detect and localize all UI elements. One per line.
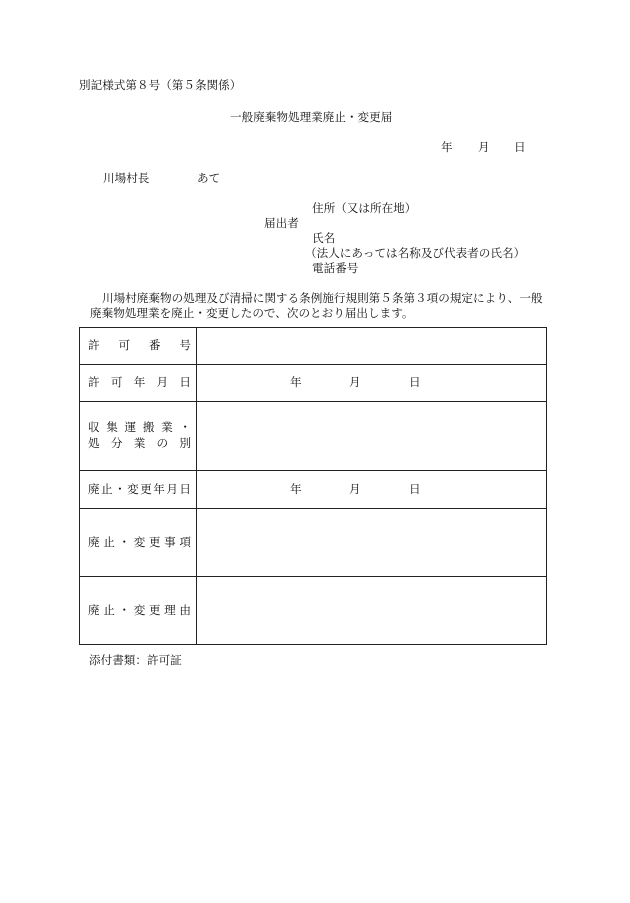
applicant-phone-label: 電話番号: [312, 262, 359, 275]
applicant-label: 届出者: [264, 217, 299, 230]
row-value-cell: [197, 328, 547, 365]
date-fields: [197, 471, 546, 508]
date-month-label: 月: [349, 483, 361, 496]
row-value-cell: [197, 509, 547, 577]
date-day-label: 日: [514, 141, 526, 154]
body-line: 川場村廃棄物の処理及び清掃に関する条例施行規則第５条第３項の規定により、一般: [102, 292, 543, 305]
table-row-change-date: [80, 471, 547, 509]
table-row-permit-number: [80, 328, 547, 365]
date-fields: [197, 365, 546, 401]
row-label: 処分業の別: [88, 437, 191, 450]
row-label: 廃止・変更理由: [88, 603, 191, 617]
applicant-name-note: （法人にあっては名称及び代表者の氏名）: [305, 247, 526, 260]
date-year-label: 年: [290, 483, 302, 496]
date-year-label: 年: [290, 376, 302, 389]
applicant-name-label: 氏名: [312, 232, 336, 245]
form-title: 一般廃棄物処理業廃止・変更届: [230, 111, 393, 124]
row-label: 廃止・変更事項: [88, 535, 191, 549]
row-value-cell: [197, 577, 547, 645]
attachments-note: 添付書類：許可証: [89, 654, 182, 667]
addressee-name: 川場村長: [103, 172, 150, 185]
body-line: 廃棄物処理業を廃止・変更したので、次のとおり届出します。: [90, 307, 414, 320]
row-value-cell: [197, 471, 547, 509]
row-label-cell: [80, 328, 197, 365]
table-row-business-type: [80, 402, 547, 471]
notification-table: [79, 327, 547, 645]
row-label-cell: [80, 471, 197, 509]
table-row-change-items: [80, 509, 547, 577]
form-number: 別記様式第８号（第５条関係）: [79, 79, 242, 92]
date-day-label: 日: [409, 376, 421, 389]
row-label-cell: [80, 577, 197, 645]
row-label: 許可年月日: [88, 376, 191, 389]
row-label-cell: [80, 509, 197, 577]
row-value-cell: [197, 402, 547, 471]
row-label: 廃止・変更年月日: [88, 482, 191, 496]
date-month-label: 月: [478, 141, 490, 154]
table-row-change-reason: [80, 577, 547, 645]
date-month-label: 月: [349, 376, 361, 389]
addressee-suffix: あて: [197, 172, 221, 185]
row-label-cell: [80, 365, 197, 402]
row-label-cell: [80, 402, 197, 471]
row-label: 許可番号: [88, 339, 191, 352]
date-day-label: 日: [409, 483, 421, 496]
applicant-address-label: 住所（又は所在地）: [312, 202, 417, 215]
table-row-permit-date: [80, 365, 547, 402]
date-year-label: 年: [441, 141, 453, 154]
row-value-cell: [197, 365, 547, 402]
row-label: 収集運搬業・: [88, 421, 191, 434]
